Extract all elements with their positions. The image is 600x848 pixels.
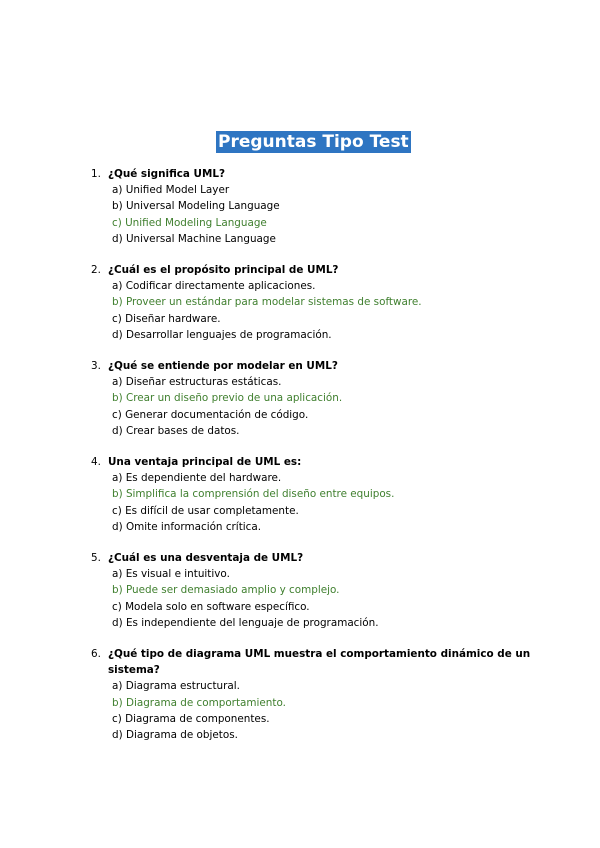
question-number: 2.	[91, 264, 101, 276]
option-d: d) Diagrama de objetos.	[112, 729, 238, 742]
question-number: 6.	[91, 648, 101, 660]
option-a: a) Es dependiente del hardware.	[112, 472, 282, 485]
option-b-correct: b) Puede ser demasiado amplio y complejo.	[112, 584, 340, 597]
option-b-correct: b) Diagrama de comportamiento.	[112, 696, 286, 709]
option-b-correct: b) Proveer un estándar para modelar sistemas de software.	[112, 296, 422, 309]
question-1	[91, 166, 531, 247]
option-c: c) Generar documentación de código.	[112, 408, 309, 421]
option-b: b) Universal Modeling Language	[112, 200, 280, 213]
question-number: 5.	[91, 552, 101, 564]
option-a: a) Es visual e intuitivo.	[112, 568, 230, 581]
options-list	[91, 566, 531, 631]
option-d: d) Desarrollar lenguajes de programación.	[112, 328, 332, 341]
option-d: d) Omite información crítica.	[112, 520, 262, 533]
question-number: 3.	[91, 360, 101, 372]
question-text: ¿Qué tipo de diagrama UML muestra el comportamiento dinámico de un sistema?	[108, 648, 531, 677]
question-3	[91, 358, 531, 439]
question-4	[91, 454, 531, 535]
option-c: c) Es difícil de usar completamente.	[112, 504, 299, 517]
option-a: a) Codificar directamente aplicaciones.	[112, 280, 316, 293]
question-5	[91, 550, 531, 631]
question-6	[91, 646, 531, 743]
options-list	[91, 278, 531, 343]
question-text: Una ventaja principal de UML es:	[108, 456, 302, 468]
options-list	[91, 678, 531, 743]
option-b-correct: b) Crear un diseño previo de una aplicación.	[112, 392, 343, 405]
option-b-correct: b) Simplifica la comprensión del diseño entre equipos.	[112, 488, 395, 501]
question-text: ¿Qué significa UML?	[108, 168, 225, 180]
option-d: d) Universal Machine Language	[112, 232, 276, 245]
question-2	[91, 262, 531, 343]
options-list	[91, 470, 531, 535]
option-a: a) Unified Model Layer	[112, 184, 230, 197]
question-text: ¿Cuál es el propósito principal de UML?	[108, 264, 339, 276]
option-c: c) Diseñar hardware.	[112, 312, 221, 325]
option-a: a) Diagrama estructural.	[112, 680, 240, 693]
option-c-correct: c) Unified Modeling Language	[112, 216, 267, 229]
question-number: 1.	[91, 168, 101, 180]
question-text: ¿Qué se entiende por modelar en UML?	[108, 360, 338, 372]
options-list	[91, 182, 531, 247]
question-number: 4.	[91, 456, 101, 468]
page-title: Preguntas Tipo Test	[218, 132, 409, 152]
option-c: c) Modela solo en software específico.	[112, 600, 310, 613]
option-d: d) Crear bases de datos.	[112, 424, 240, 437]
option-a: a) Diseñar estructuras estáticas.	[112, 376, 282, 389]
option-c: c) Diagrama de componentes.	[112, 712, 270, 725]
options-list	[91, 374, 531, 439]
question-text: ¿Cuál es una desventaja de UML?	[108, 552, 304, 564]
option-d: d) Es independiente del lenguaje de programación.	[112, 616, 379, 629]
